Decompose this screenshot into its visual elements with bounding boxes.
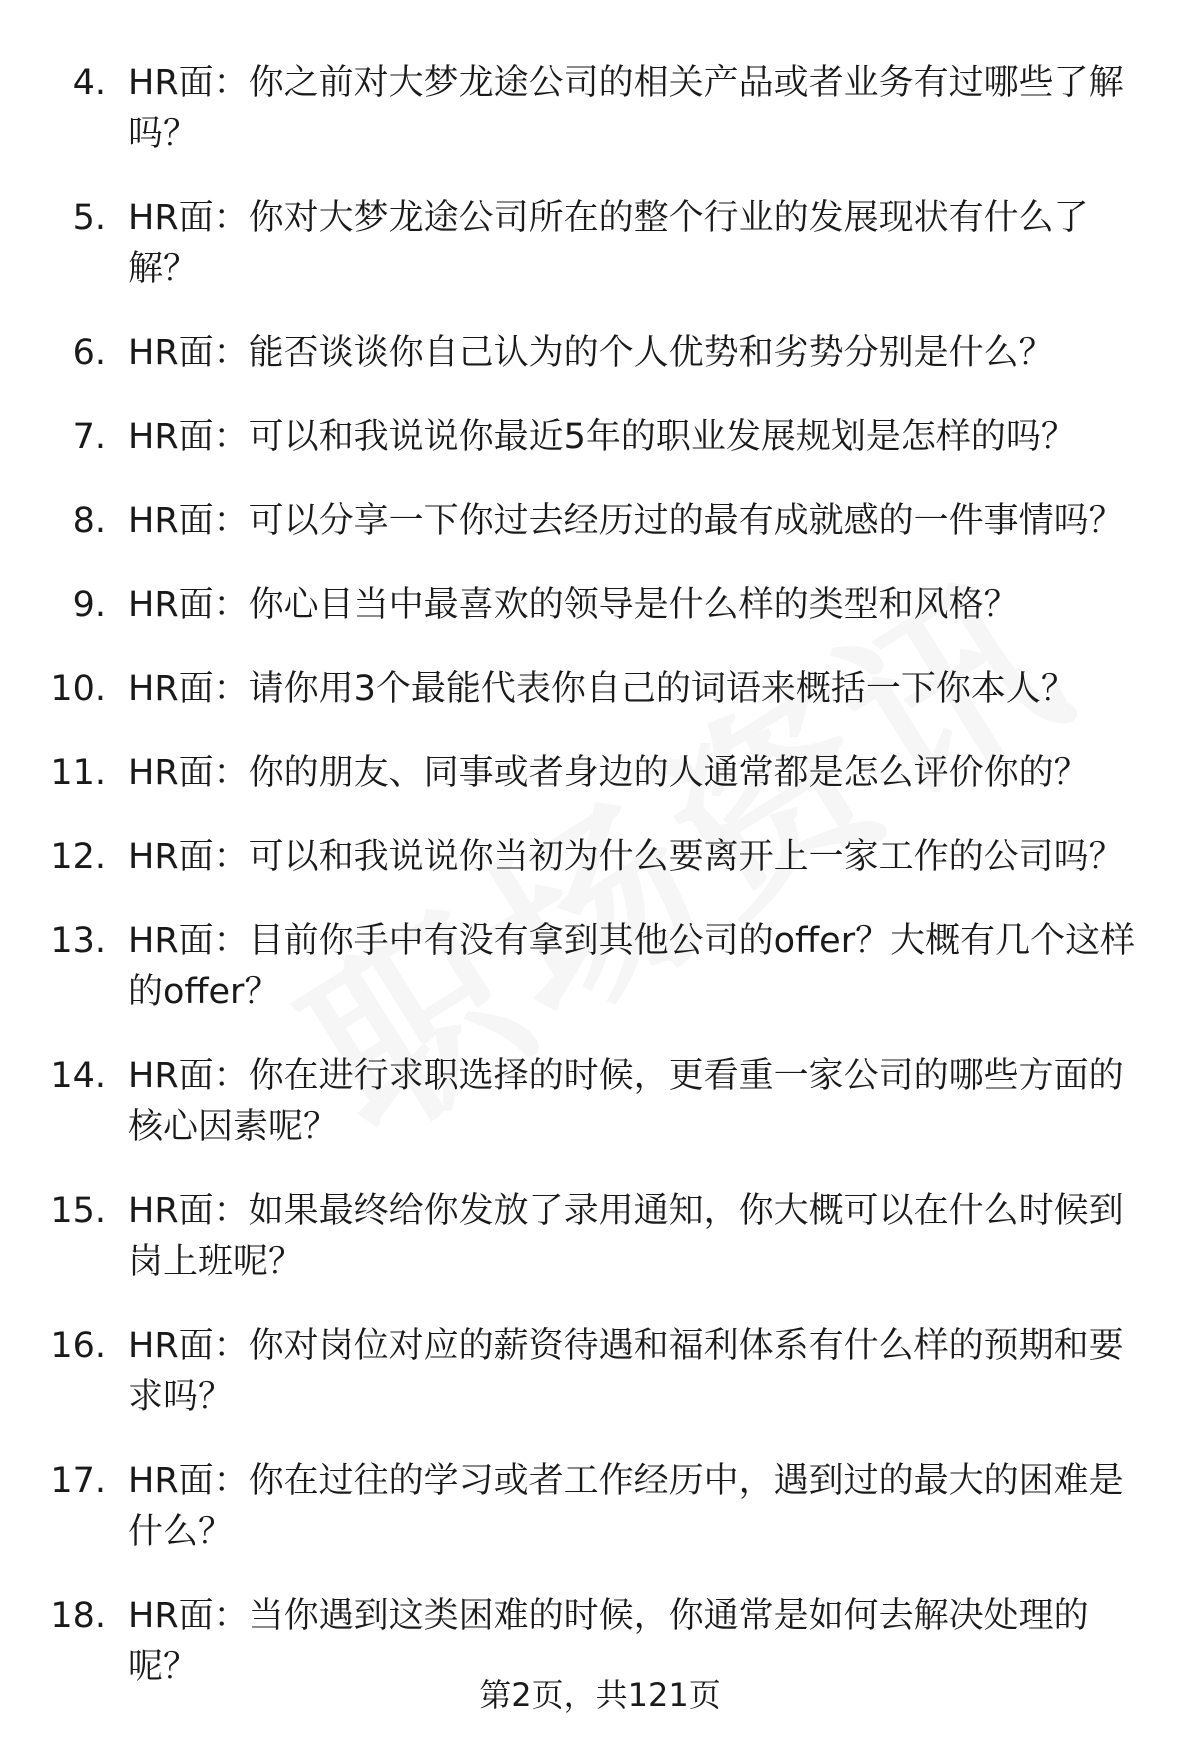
question-text: HR面：你对大梦龙途公司所在的整个行业的发展现状有什么了解？ (128, 198, 1089, 289)
question-number: 6. (72, 333, 106, 373)
question-number: 10. (50, 669, 106, 709)
list-item (0, 58, 1200, 160)
question-number: 9. (72, 585, 106, 625)
list-item (0, 1186, 1200, 1288)
question-number: 14. (50, 1056, 106, 1096)
list-item (0, 1456, 1200, 1558)
page-footer: 第2页，共121页 (479, 1676, 721, 1714)
question-text: HR面：请你用3个最能代表你自己的词语来概括一下你本人？ (128, 669, 1076, 709)
question-text: HR面：你之前对大梦龙途公司的相关产品或者业务有过哪些了解吗？ (128, 63, 1124, 154)
question-text: HR面：你心目当中最喜欢的领导是什么样的类型和风格？ (128, 585, 1019, 625)
question-text: HR面：当你遇到这类困难的时候，你通常是如何去解决处理的呢？ (128, 1596, 1089, 1687)
question-number: 5. (72, 198, 106, 238)
question-text: HR面：可以和我说说你最近5年的职业发展规划是怎样的吗？ (128, 417, 1076, 457)
question-text: HR面：如果最终给你发放了录用通知，你大概可以在什么时候到岗上班呢？ (128, 1191, 1124, 1282)
list-item (0, 580, 1200, 631)
question-number: 15. (50, 1191, 106, 1231)
question-text: HR面：可以和我说说你当初为什么要离开上一家工作的公司吗？ (128, 837, 1124, 877)
list-item (0, 916, 1200, 1018)
question-text: HR面：你对岗位对应的薪资待遇和福利体系有什么样的预期和要求吗？ (128, 1326, 1124, 1417)
question-text: HR面：你在过往的学习或者工作经历中，遇到过的最大的困难是什么？ (128, 1461, 1124, 1552)
list-item (0, 832, 1200, 883)
question-number: 8. (72, 501, 106, 541)
question-text: HR面：目前你手中有没有拿到其他公司的offer？大概有几个这样的offer？ (128, 921, 1136, 1012)
question-number: 11. (50, 753, 106, 793)
list-item (0, 1051, 1200, 1153)
question-number: 4. (72, 63, 106, 103)
question-text: HR面：可以分享一下你过去经历过的最有成就感的一件事情吗？ (128, 501, 1124, 541)
question-number: 16. (50, 1326, 106, 1366)
list-item (0, 748, 1200, 799)
question-text: HR面：你的朋友、同事或者身边的人通常都是怎么评价你的？ (128, 753, 1089, 793)
list-item (0, 328, 1200, 379)
question-number: 12. (50, 837, 106, 877)
list-item (0, 193, 1200, 295)
question-text: HR面：能否谈谈你自己认为的个人优势和劣势分别是什么？ (128, 333, 1054, 373)
question-number: 18. (50, 1596, 106, 1636)
question-number: 7. (72, 417, 106, 457)
list-item (0, 412, 1200, 463)
question-text: HR面：你在进行求职选择的时候，更看重一家公司的哪些方面的核心因素呢？ (128, 1056, 1124, 1147)
question-number: 17. (50, 1461, 106, 1501)
list-item (0, 496, 1200, 547)
list-item (0, 1321, 1200, 1423)
question-list (0, 58, 1200, 1726)
question-number: 13. (50, 921, 106, 961)
list-item (0, 664, 1200, 715)
